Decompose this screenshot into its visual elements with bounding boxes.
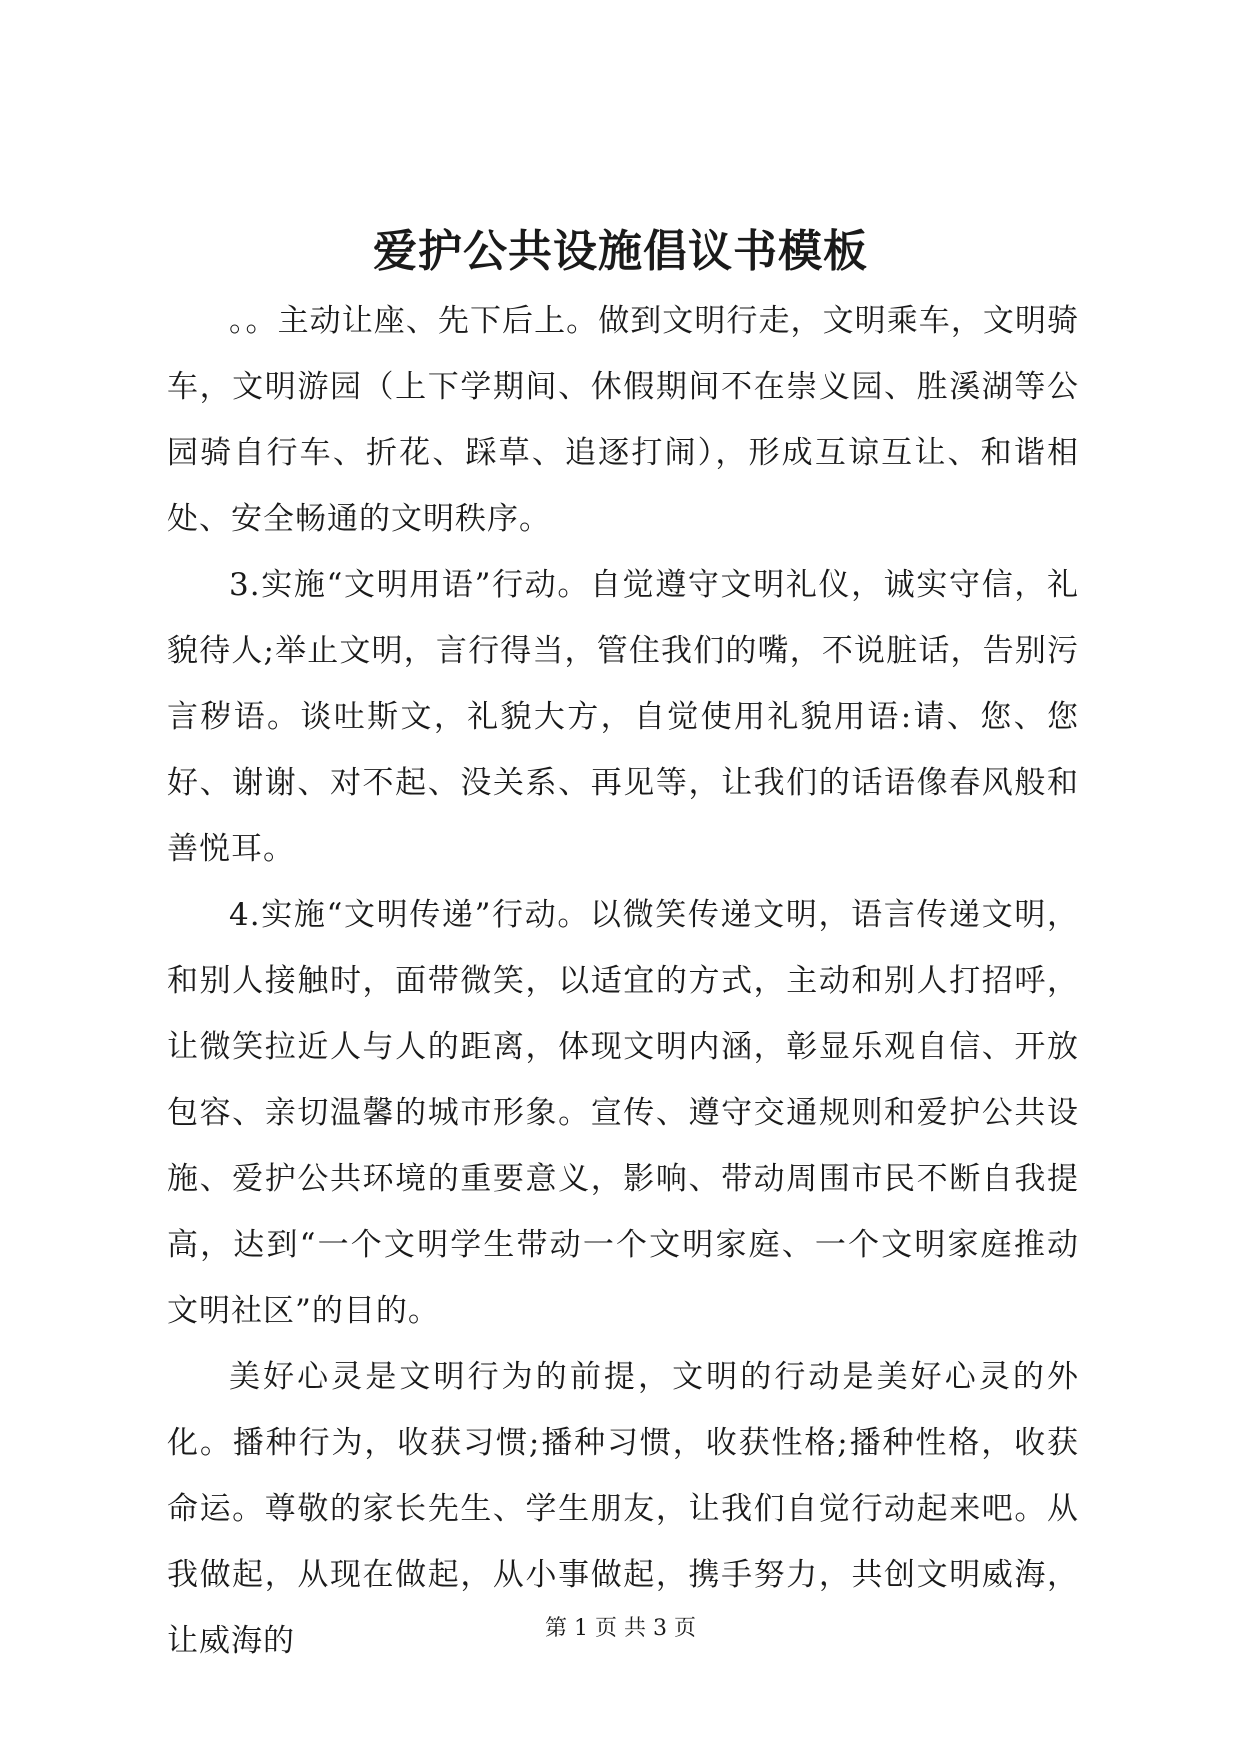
paragraph: 美好心灵是文明行为的前提，文明的行动是美好心灵的外化。播种行为，收获习惯;播种习惯，收获性格;播种性格，收获命运。尊敬的家长先生、学生朋友，让我们自觉行动起来吧。从我做起，从现在做起，从小事做起，携手努力，共创文明威海，让威海的	[167, 1359, 1079, 1659]
page-footer: 第 1 页 共 3 页	[545, 1616, 696, 1641]
document-body	[167, 288, 1079, 1674]
document-title: 爱护公共设施倡议书模板	[373, 226, 868, 277]
paragraph: 4.实施“文明传递”行动。以微笑传递文明，语言传递文明，和别人接触时，面带微笑，以适宜的方式，主动和别人打招呼，让微笑拉近人与人的距离，体现文明内涵，彰显乐观自信、开放包容、亲切温馨的城市形象。宣传、遵守交通规则和爱护公共设施、爱护公共环境的重要意义，影响、带动周围市民不断自我提高，达到“一个文明学生带动一个文明家庭、一个文明家庭推动文明社区”的目的。	[167, 897, 1079, 1329]
paragraph: 。。主动让座、先下后上。做到文明行走，文明乘车，文明骑车，文明游园（上下学期间、休假期间不在崇义园、胜溪湖等公园骑自行车、折花、踩草、追逐打闹），形成互谅互让、和谐相处、安全畅通的文明秩序。	[167, 303, 1079, 537]
paragraph: 3.实施“文明用语”行动。自觉遵守文明礼仪，诚实守信，礼貌待人;举止文明，言行得当，管住我们的嘴，不说脏话，告别污言秽语。谈吐斯文，礼貌大方，自觉使用礼貌用语:请、您、您好、谢谢、对不起、没关系、再见等，让我们的话语像春风般和善悦耳。	[167, 567, 1079, 867]
